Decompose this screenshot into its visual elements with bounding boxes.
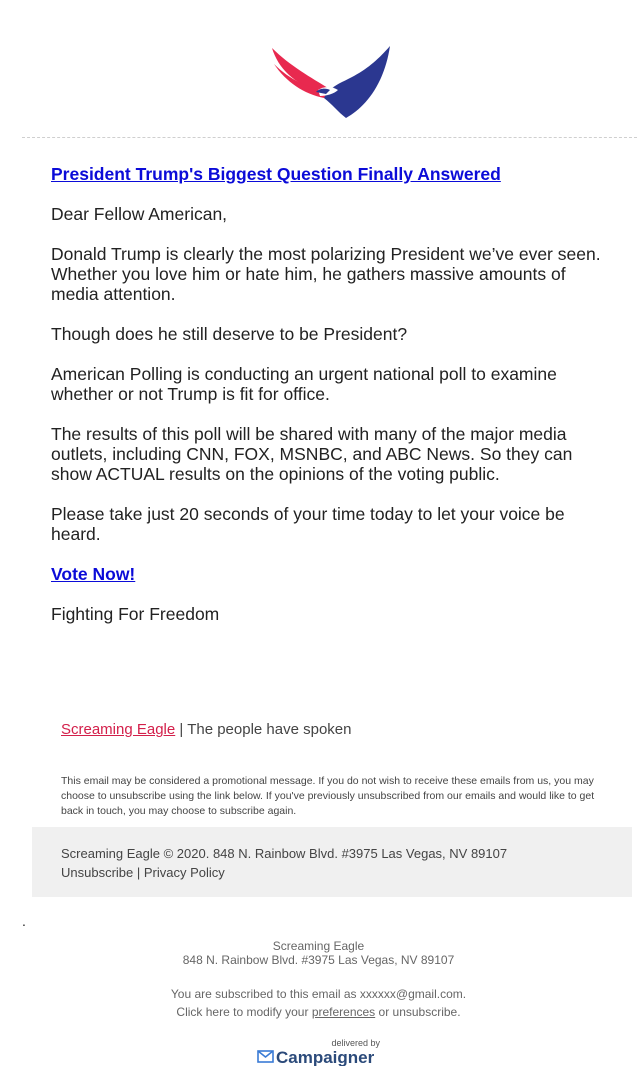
brand-logo	[268, 42, 396, 122]
subscribed-notice: You are subscribed to this email as xxxxxx@gmail.com.	[170, 987, 467, 1001]
paragraph-3: American Polling is conducting an urgent national poll to examine whether or not Trump is fit for office.	[51, 364, 557, 404]
unsubscribe-link[interactable]: Unsubscribe	[61, 865, 134, 880]
legal-notice: This email may be considered a promotional message. If you do not wish to receive these emails from us, you may choose to unsubscribe using the link below. If you've previously unsubscribed from our emails and would like to get back in touch, you may choose to subscribe again.	[61, 775, 595, 817]
greeting: Dear Fellow American,	[51, 204, 228, 224]
footer-address: Screaming Eagle © 2020. 848 N. Rainbow Blvd. #3975 Las Vegas, NV 89107	[61, 846, 508, 861]
header-divider	[22, 137, 637, 138]
signoff: Fighting For Freedom	[51, 604, 220, 624]
modify-suffix: or unsubscribe.	[375, 1005, 461, 1019]
campaigner-badge[interactable]	[256, 1038, 382, 1066]
privacy-policy-link[interactable]: Privacy Policy	[143, 865, 225, 880]
sender-name: Screaming Eagle	[272, 939, 365, 953]
paragraph-4: The results of this poll will be shared with many of the major media outlets, including CNN, FOX, MSNBC, and ABC News. So they can show ACTUAL results on the opinions of the voting public.	[51, 424, 573, 484]
paragraph-5: Please take just 20 seconds of your time today to let your voice be heard.	[51, 504, 565, 544]
eagle-right-wing	[324, 46, 390, 118]
badge-delivered-by: delivered by	[331, 1038, 380, 1048]
footer-links	[61, 863, 225, 882]
badge-campaigner: Campaigner	[276, 1048, 375, 1066]
footer-tagline	[61, 720, 351, 740]
separator-dot: .	[22, 913, 26, 929]
sender-address: 848 N. Rainbow Blvd. #3975 Las Vegas, NV 89107	[182, 953, 455, 967]
email-body	[51, 164, 613, 644]
preferences-link[interactable]: preferences	[311, 1005, 376, 1019]
eagle-icon	[268, 42, 396, 122]
modify-preferences-line	[0, 1005, 637, 1019]
headline-link[interactable]: President Trump's Biggest Question Finally Answered	[51, 164, 501, 184]
envelope-icon	[258, 1051, 273, 1062]
vote-now-link[interactable]: Vote Now!	[51, 564, 136, 584]
paragraph-1: Donald Trump is clearly the most polarizing President we’ve ever seen. Whether you love him or hate him, he gathers massive amounts of media attention.	[51, 244, 601, 304]
footer-link-separator: |	[133, 865, 144, 880]
footer-address-box	[32, 827, 632, 897]
tagline-text: | The people have spoken	[175, 721, 352, 738]
paragraph-2: Though does he still deserve to be President?	[51, 324, 408, 344]
modify-prefix: Click here to modify your	[176, 1005, 312, 1019]
brand-link[interactable]: Screaming Eagle	[61, 721, 176, 738]
